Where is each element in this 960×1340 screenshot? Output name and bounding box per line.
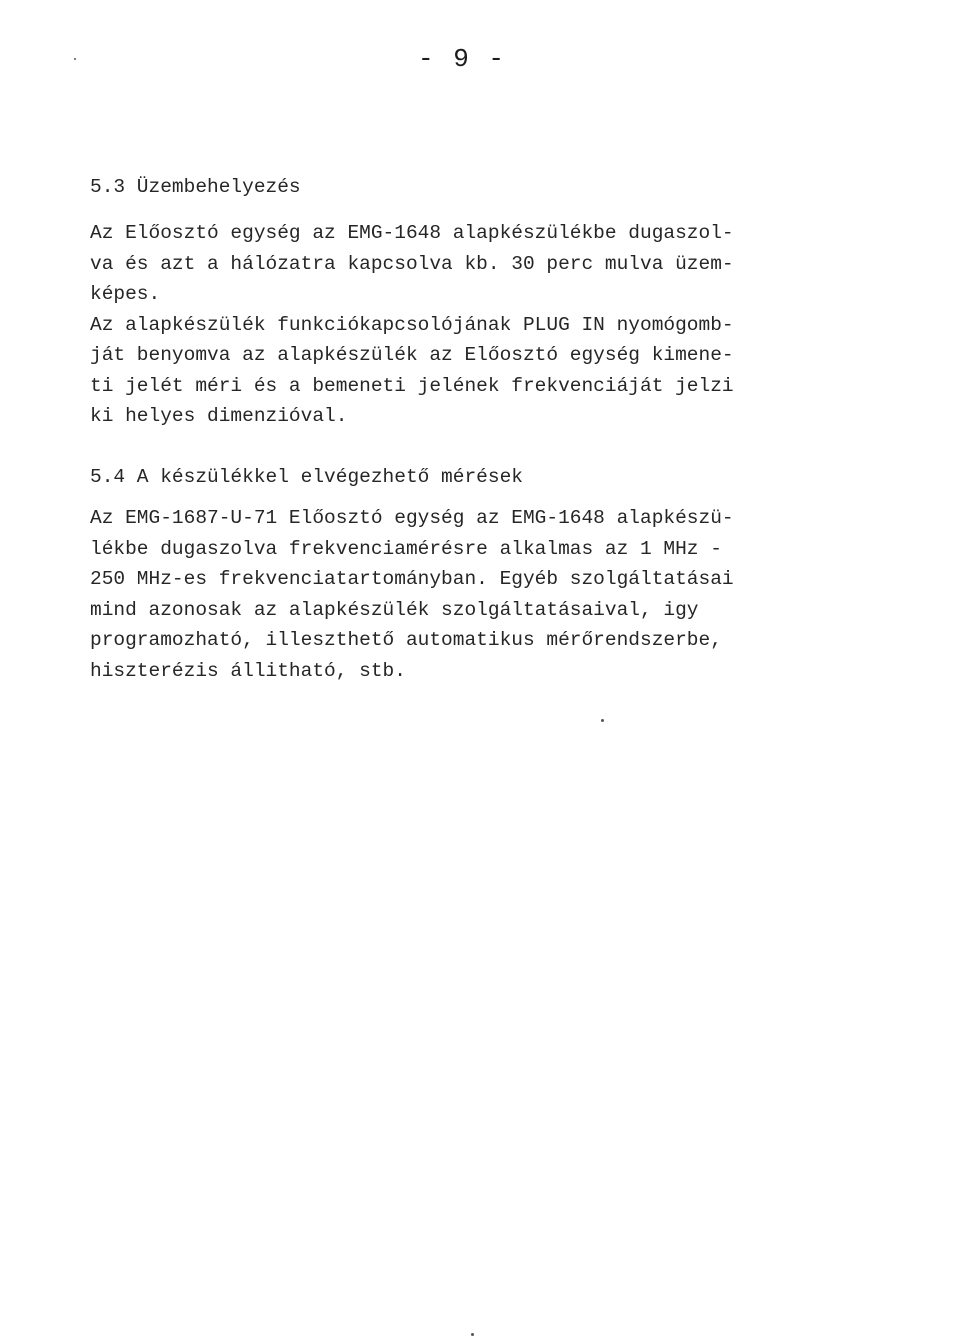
body-line: képes. bbox=[90, 283, 161, 305]
section-5-3-body bbox=[90, 218, 800, 432]
body-line: hiszterézis állitható, stb. bbox=[90, 659, 406, 682]
body-line: Az alapkészülék funkciókapcsolójának PLUG IN nyomógomb- bbox=[90, 313, 734, 336]
body-line: va és azt a hálózatra kapcsolva kb. 30 perc mulva üzem- bbox=[90, 252, 734, 275]
body-line: Az EMG-1687-U-71 Előosztó egység az EMG-1648 alapkészü- bbox=[90, 507, 734, 529]
body-line: ját benyomva az alapkészülék az Előosztó egység kimene- bbox=[90, 344, 734, 366]
body-line: mind azonosak az alapkészülék szolgáltatásaival, igy bbox=[90, 598, 699, 621]
page-number: - 9 - bbox=[418, 44, 507, 74]
section-5-4-body bbox=[90, 503, 800, 686]
section-5-3-heading: 5.3 Üzembehelyezés bbox=[90, 176, 301, 198]
body-line: Az Előosztó egység az EMG-1648 alapkészülékbe dugaszol- bbox=[90, 222, 734, 244]
body-line: lékbe dugaszolva frekvenciamérésre alkalmas az 1 MHz - bbox=[90, 537, 722, 560]
scan-speck bbox=[601, 719, 604, 722]
section-5-4-heading: 5.4 A készülékkel elvégezhető mérések bbox=[90, 466, 523, 488]
body-line: programozható, illeszthető automatikus mérőrendszerbe, bbox=[90, 629, 722, 651]
scan-speck bbox=[74, 58, 76, 60]
body-line: 250 MHz-es frekvenciatartományban. Egyéb szolgáltatásai bbox=[90, 568, 734, 590]
body-line: ti jelét méri és a bemeneti jelének frekvenciáját jelzi bbox=[90, 374, 734, 397]
scan-speck bbox=[471, 1333, 474, 1336]
body-line: ki helyes dimenzióval. bbox=[90, 405, 348, 427]
